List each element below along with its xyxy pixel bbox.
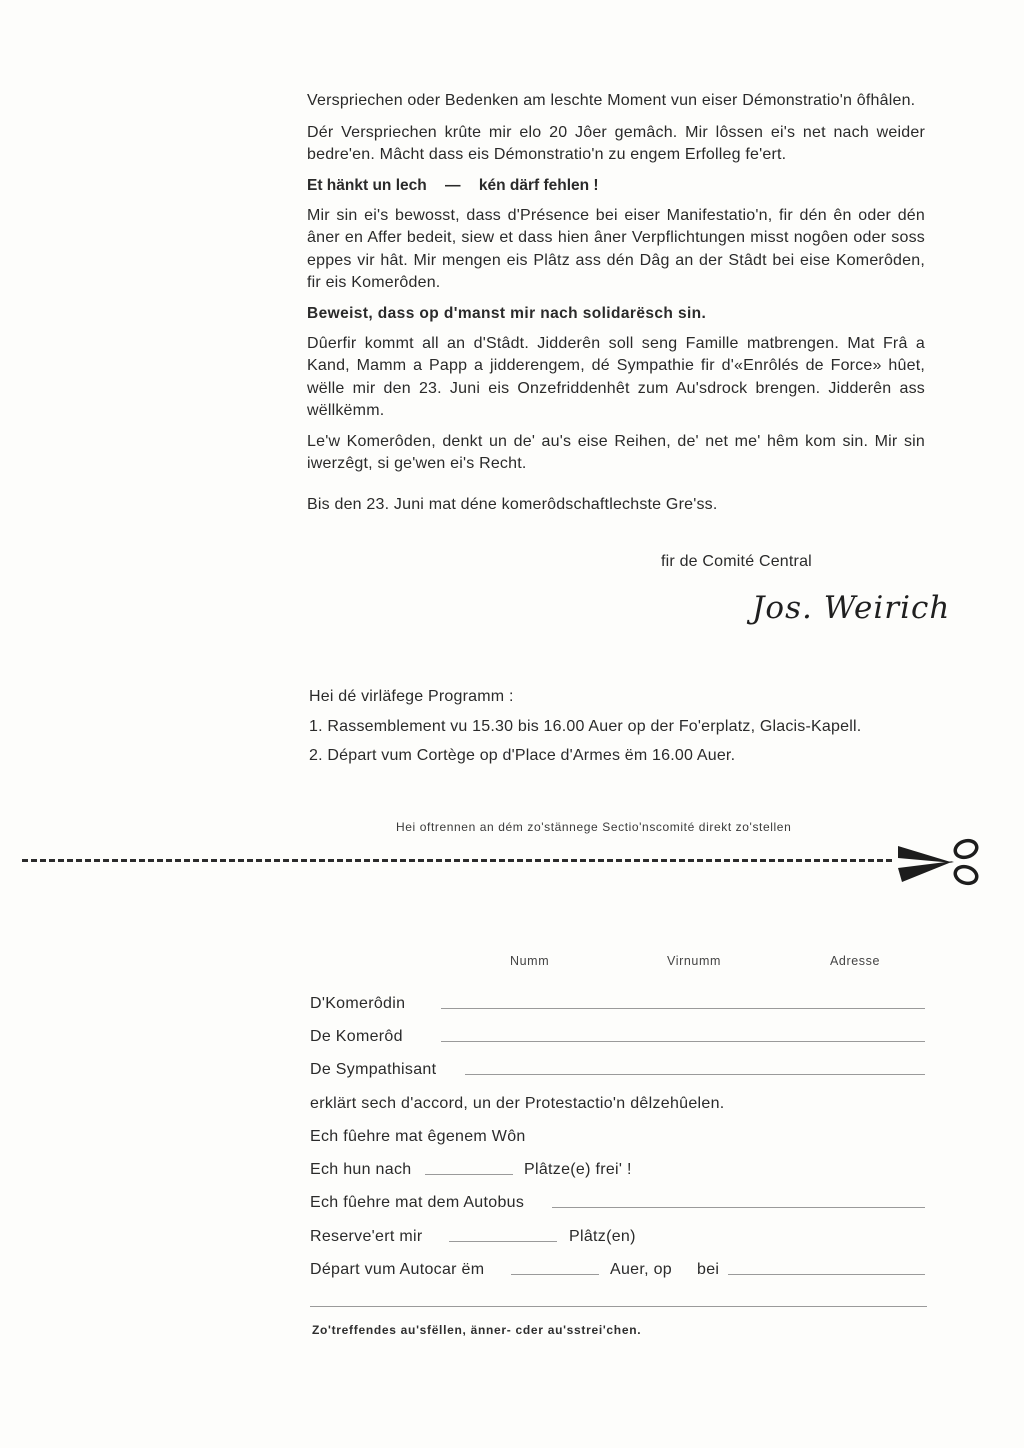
field-seats[interactable] [425, 1174, 513, 1175]
label-komeroedin: D'Komerôdin [310, 995, 406, 1012]
label-seats-post: Plâtze(e) frei' ! [524, 1161, 632, 1178]
label-depart-post: bei [697, 1261, 720, 1278]
label-bus: Ech fûehre mat dem Autobus [310, 1194, 525, 1211]
heading-1 [307, 175, 925, 197]
signature: Jos. Weirich [752, 590, 951, 626]
cut-line [22, 859, 892, 862]
program-item-2: 2. Départ vum Cortège op d'Place d'Armes ëm 16.00 Auer. [309, 747, 736, 764]
declaration: erklärt sech d'accord, un der Protestactio'n dêlzehûelen. [310, 1095, 725, 1112]
label-sympathisant: De Sympathisant [310, 1061, 437, 1078]
field-komeroedin[interactable] [441, 1008, 925, 1009]
paragraph-2: Dér Verspriechen krûte mir elo 20 Jôer gemâch. Mir lôssen ei's net nach weider bedre'en. Mâcht dass eis Démonstratio'n zu engem Erfolleg fe'ert. [307, 123, 925, 163]
greeting: Bis den 23. Juni mat déne komerôdschaftlechste Gre'ss. [307, 495, 718, 513]
program-title: Hei dé virläfege Programm : [309, 688, 514, 705]
label-reserve-post: Plâtz(en) [569, 1228, 636, 1245]
program-item-1: 1. Rassemblement vu 15.30 bis 16.00 Auer op der Fo'erplatz, Glacis-Kapell. [309, 718, 862, 735]
field-komeroed[interactable] [441, 1041, 925, 1042]
field-extra-line[interactable] [310, 1306, 927, 1307]
label-depart-pre: Départ vum Autocar ëm [310, 1261, 485, 1278]
paragraph-3: Mir sin ei's bewosst, dass d'Présence bei eiser Manifestatio'n, fir dén ên oder dén âner en Affer bedeit, siew et dass hien âner Verpflichtungen misst nogôen oder soss eppes vir hât. Mir mengen eis Plâtz ass dén Dâg an der Stâdt bei eise Komerôden, fir eis Komerôden. [307, 206, 925, 291]
cut-instruction: Hei oftrennen an dém zo'stännege Sectio'nscomité direkt zo'stellen [396, 820, 792, 834]
footnote: Zo'treffendes au'sfëllen, änner- cder au'sstrei'chen. [312, 1323, 642, 1337]
paragraph-4: Dûerfir kommt all an d'Stâdt. Jidderên soll seng Famille matbrengen. Mat Frâ a Kand, Mamm a Papp a jidderengem, dé Sympathie fir d'«Enrôlés de Force» hûet, wëlle mir den 23. Juni eis Onzefriddenhêt zum Au'sdrock brengen. Jidderên ass wëllkëmm. [307, 334, 925, 419]
heading-1-dash: — [445, 176, 461, 194]
column-address: Adresse [830, 954, 881, 968]
label-own-car: Ech fûehre mat êgenem Wôn [310, 1128, 526, 1145]
label-depart-mid: Auer, op [610, 1261, 673, 1278]
heading-1-right: kén därf fehlen ! [478, 176, 599, 194]
heading-2: Beweist, dass op d'manst mir nach solidarësch sin. [307, 304, 707, 322]
letter-body [307, 90, 925, 516]
scissors-icon [896, 838, 986, 886]
field-depart-time[interactable] [511, 1274, 599, 1275]
column-name: Numm [510, 954, 550, 968]
field-sympathisant[interactable] [465, 1074, 925, 1075]
field-depart-place[interactable] [728, 1274, 925, 1275]
paragraph-5: Le'w Komerôden, denkt un de' au's eise Reihen, de' net me' hêm kom sin. Mir sin iwerzêgt, si ge'wen ei's Recht. [307, 432, 925, 472]
label-komeroed: De Komerôd [310, 1028, 403, 1045]
field-bus[interactable] [552, 1207, 925, 1208]
paragraph-1: Verspriechen oder Bedenken am leschte Moment vun eiser Démonstratio'n ôfhâlen. [307, 92, 916, 109]
heading-1-left: Et hänkt un lech [307, 176, 427, 194]
field-reserve[interactable] [449, 1241, 557, 1242]
column-firstname: Virnumm [667, 954, 721, 968]
label-seats-pre: Ech hun nach [310, 1161, 412, 1178]
sender-line: fir de Comité Central [661, 553, 812, 570]
label-reserve-pre: Reserve'ert mir [310, 1228, 423, 1245]
